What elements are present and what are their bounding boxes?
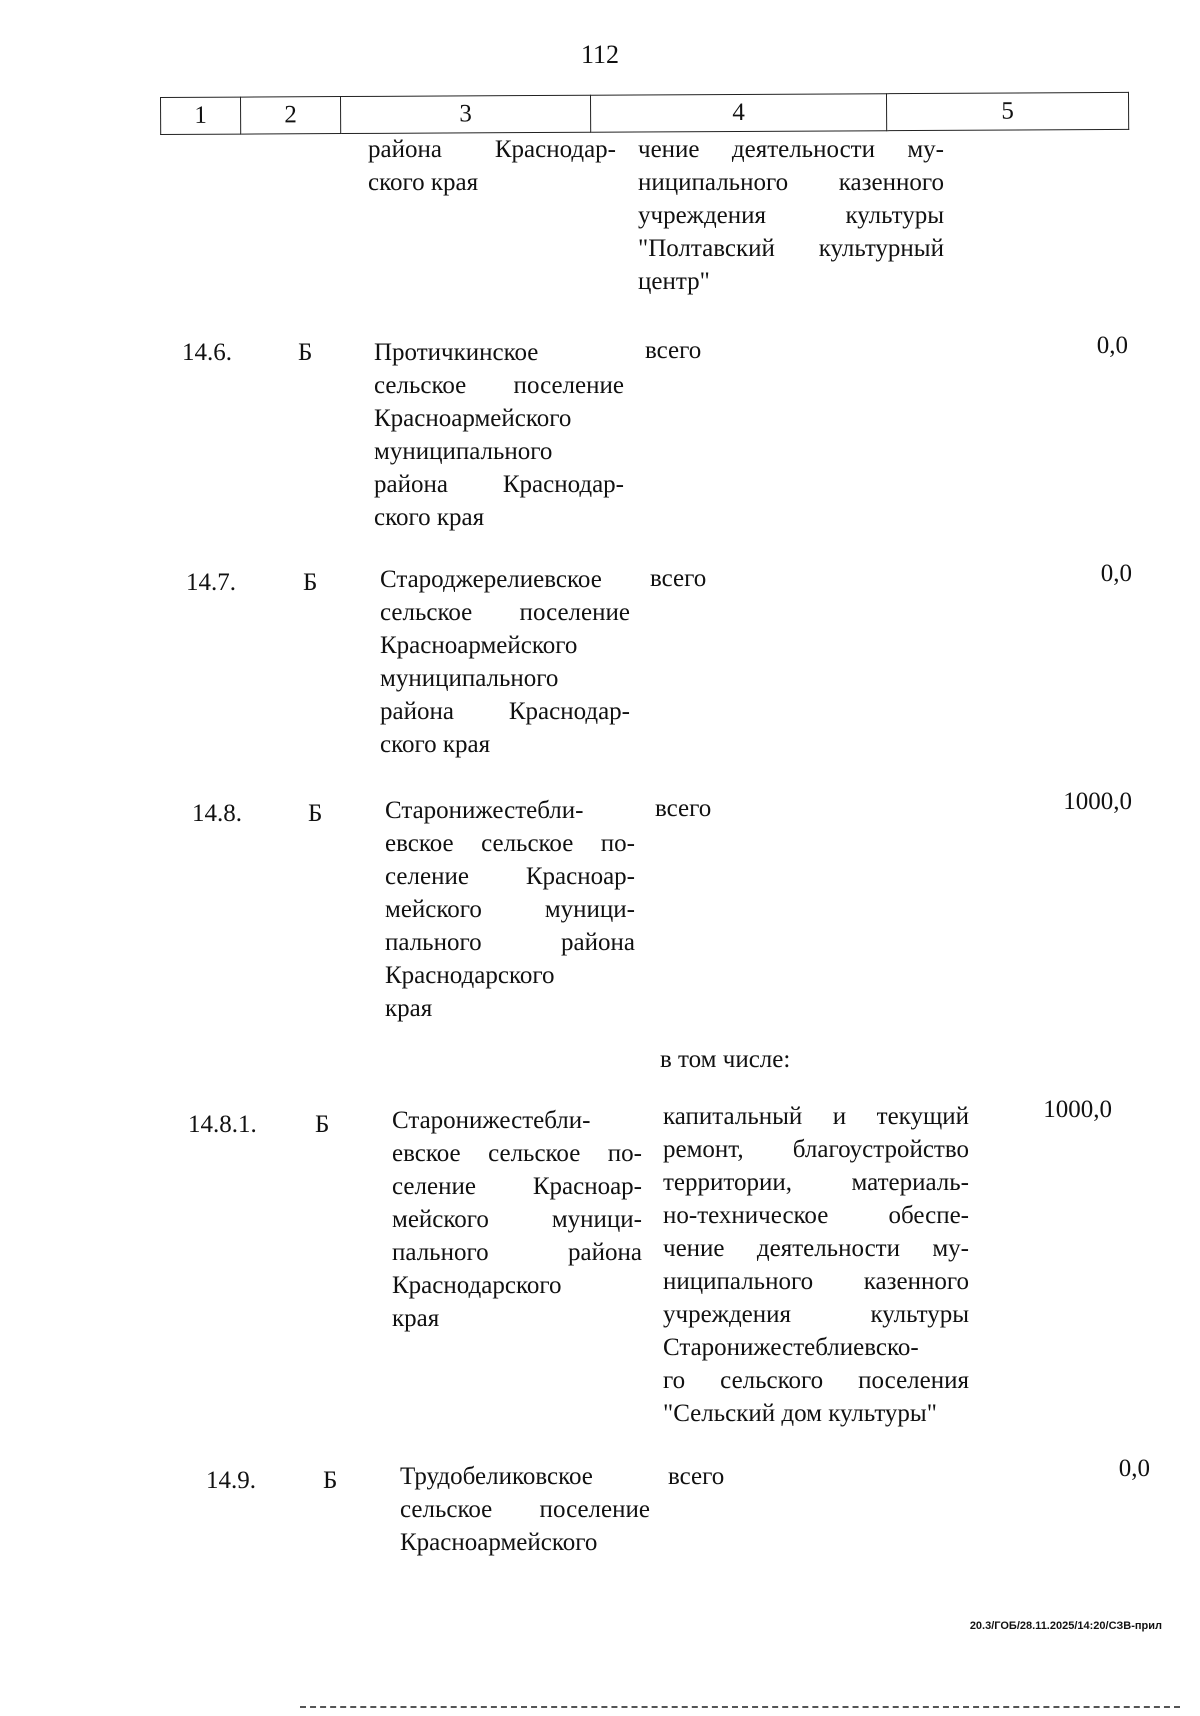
row-amount: 0,0 [1100, 560, 1132, 587]
text-line: мейского муници- [385, 896, 635, 923]
text-line: ремонт, благоустройство [663, 1136, 969, 1163]
text-line: Старонижестебли- [392, 1107, 591, 1134]
text-line: Краснодарского [385, 962, 555, 989]
text-line: ского края [380, 731, 491, 758]
row-number: 14.7. [186, 569, 236, 596]
row-purpose: всего [668, 1463, 725, 1490]
row-name [400, 1460, 650, 1559]
row-purpose: всего [650, 565, 707, 592]
row-number: 14.6. [182, 339, 232, 366]
row-type: Б [308, 800, 323, 827]
text-line: чение деятельности му- [638, 136, 944, 163]
text-line: чение деятельности му- [663, 1235, 969, 1262]
header-col-1: 1 [161, 97, 241, 134]
header-col-2: 2 [241, 97, 341, 135]
text-line: ского края [374, 504, 485, 531]
text-line: ниципального казенного [638, 169, 944, 196]
row-number: 14.8. [192, 800, 242, 827]
text-line: го сельского поселения [663, 1367, 969, 1394]
text-line: территории, материаль- [663, 1169, 969, 1196]
row-type: Б [315, 1111, 330, 1138]
text-line: района Краснодар- [374, 471, 624, 498]
document-code: 20.3/ГОБ/28.11.2025/14:20/СЗВ-прил [969, 1620, 1162, 1632]
row-type: Б [298, 339, 313, 366]
header-col-5: 5 [886, 92, 1128, 130]
text-line: ниципального казенного [663, 1268, 969, 1295]
row-purpose [663, 1100, 969, 1430]
header-col-4: 4 [590, 94, 886, 133]
text-line: учреждения культуры [663, 1301, 969, 1328]
row-purpose: всего [655, 795, 712, 822]
text-line: района Краснодар- [368, 136, 616, 163]
text-line: селение Красноар- [392, 1173, 642, 1200]
text-line: Трудобеликовское [400, 1463, 593, 1490]
text-line: евское сельское по- [392, 1140, 642, 1167]
row-number: 14.8.1. [188, 1111, 257, 1138]
row-amount: 1000,0 [1043, 1096, 1112, 1123]
text-line: учреждения культуры [638, 202, 944, 229]
bottom-divider [300, 1706, 1180, 1708]
including-label: в том числе: [660, 1046, 791, 1073]
text-line: Красноармейского [374, 405, 572, 432]
text-line: Старонижестеблиевско- [663, 1334, 919, 1361]
row-amount: 0,0 [1096, 332, 1128, 359]
text-line: но-техническое обеспе- [663, 1202, 969, 1229]
text-line: пального района [392, 1239, 642, 1266]
text-line: евское сельское по- [385, 830, 635, 857]
text-line: Красноармейского [400, 1529, 598, 1556]
text-line: сельское поселение [374, 372, 624, 399]
row-name [380, 563, 630, 761]
text-line: центр" [638, 268, 710, 295]
row-name [374, 336, 624, 534]
text-line: сельское поселение [380, 599, 630, 626]
text-line: муниципального [380, 665, 559, 692]
text-line: капитальный и текущий [663, 1103, 969, 1130]
row-purpose: всего [645, 337, 702, 364]
text-line: мейского муници- [392, 1206, 642, 1233]
text-line: "Полтавский культурный [638, 235, 944, 262]
text-line: муниципального [374, 438, 553, 465]
continuation-name [368, 133, 616, 199]
text-line: края [385, 995, 433, 1022]
continuation-purpose [638, 133, 944, 298]
text-line: Старонижестебли- [385, 797, 584, 824]
row-amount: 0,0 [1118, 1455, 1150, 1482]
text-line: Староджерелиевское [380, 566, 602, 593]
row-amount: 1000,0 [1063, 788, 1132, 815]
text-line: края [392, 1305, 440, 1332]
text-line: пального района [385, 929, 635, 956]
text-line: "Сельский дом культуры" [663, 1400, 937, 1427]
text-line: Краснодарского [392, 1272, 562, 1299]
row-type: Б [323, 1467, 338, 1494]
text-line: Протичкинское [374, 339, 539, 366]
page-number: 112 [580, 40, 620, 69]
row-name [392, 1104, 642, 1335]
text-line: селение Красноар- [385, 863, 635, 890]
text-line: ского края [368, 169, 479, 196]
header-col-3: 3 [341, 95, 591, 133]
row-name [385, 794, 635, 1025]
text-line: Красноармейского [380, 632, 578, 659]
row-type: Б [303, 569, 318, 596]
text-line: сельское поселение [400, 1496, 650, 1523]
text-line: района Краснодар- [380, 698, 630, 725]
table-header [160, 92, 1129, 135]
row-number: 14.9. [206, 1467, 256, 1494]
